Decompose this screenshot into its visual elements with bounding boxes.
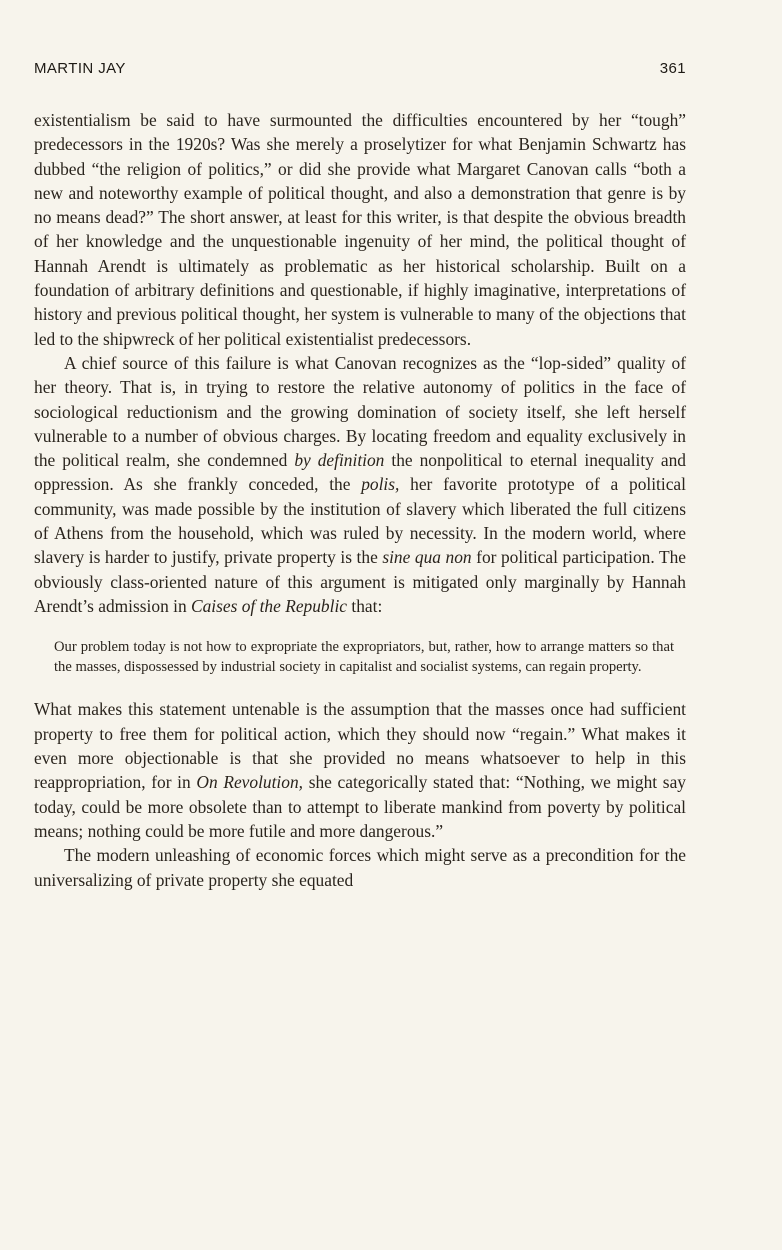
page-number: 361 [659, 60, 686, 77]
paragraph-lopsided [34, 351, 686, 618]
text-run: she categorically stated that: “Nothing, we might say today, could be more obsolete than to attempt to liberate mankind from poverty by political means; nothing could be more futile and more dangerous.” [34, 772, 686, 841]
italic-term: polis, [361, 474, 400, 495]
italic-phrase: by definition [294, 450, 385, 471]
italic-term: sine qua non [382, 547, 472, 568]
body-text [34, 108, 686, 892]
text-run: that: [347, 595, 383, 616]
paragraph-economic-forces: The modern unleashing of economic forces which might serve as a precondition for the universalizing of private property she equated [34, 845, 686, 890]
text-run: for political participation. The obviously class-oriented nature of this argument is mitigated only marginally by Hannah Arendt’s admission in [34, 547, 686, 616]
book-title: Caises of the Republic [191, 595, 348, 616]
paragraph-continued: existentialism be said to have surmounted the difficulties encountered by her “tough” predecessors in the 1920s? Was she merely a proselytizer for what Benjamin Schwartz has dubbed “the religion of politics,” or did she provide what Margaret Canovan calls “both a new and noteworthy example of political thought, and also a demonstration that genre is by no means dead?” The short answer, at least for this writer, is that despite the obvious breadth of her knowledge and the unquestionable ingenuity of her mind, the political thought of Hannah Arendt is ultimately as problematic as her historical scholarship. Built on a foundation of arbitrary definitions and questionable, if highly imaginative, interpretations of history and previous political thought, her system is vulnerable to many of the objections that led to the shipwreck of her political existentialist predecessors. [34, 110, 686, 349]
text-run: What makes this statement untenable is the assumption that the masses once had sufficient property to free them for political action, which they should now “regain.” What makes it even more objectionable is that she provided no means whatsoever to help in this reappropriation, for in [34, 699, 686, 793]
text-run: the nonpolitical to eternal inequality and oppression. As she frankly conceded, the [34, 450, 686, 495]
paragraph-untenable [34, 697, 686, 843]
text-run: A chief source of this failure is what Canovan recognizes as the “lop-sided” quality of her theory. That is, in trying to restore the relative autonomy of politics in the face of sociological reductionism and the growing domination of society itself, she left herself vulnerable to a number of obvious charges. By locating freedom and equality exclusively in the political realm, she condemned [34, 352, 686, 471]
book-title: On Revolution, [196, 772, 304, 793]
text-run: her favorite prototype of a political community, was made possible by the institution of slavery which liberated the full citizens of Athens from the household, which was ruled by necessity. In the modern world, where slavery is harder to justify, private property is the [34, 474, 686, 568]
running-head [34, 60, 686, 84]
running-head-author: MARTIN JAY [34, 60, 126, 77]
block-quote: Our problem today is not how to expropriate the expropriators, but, rather, how to arrange matters so that the masses, dispossessed by industrial society in capitalist and socialist systems, can regain property. [54, 639, 674, 675]
